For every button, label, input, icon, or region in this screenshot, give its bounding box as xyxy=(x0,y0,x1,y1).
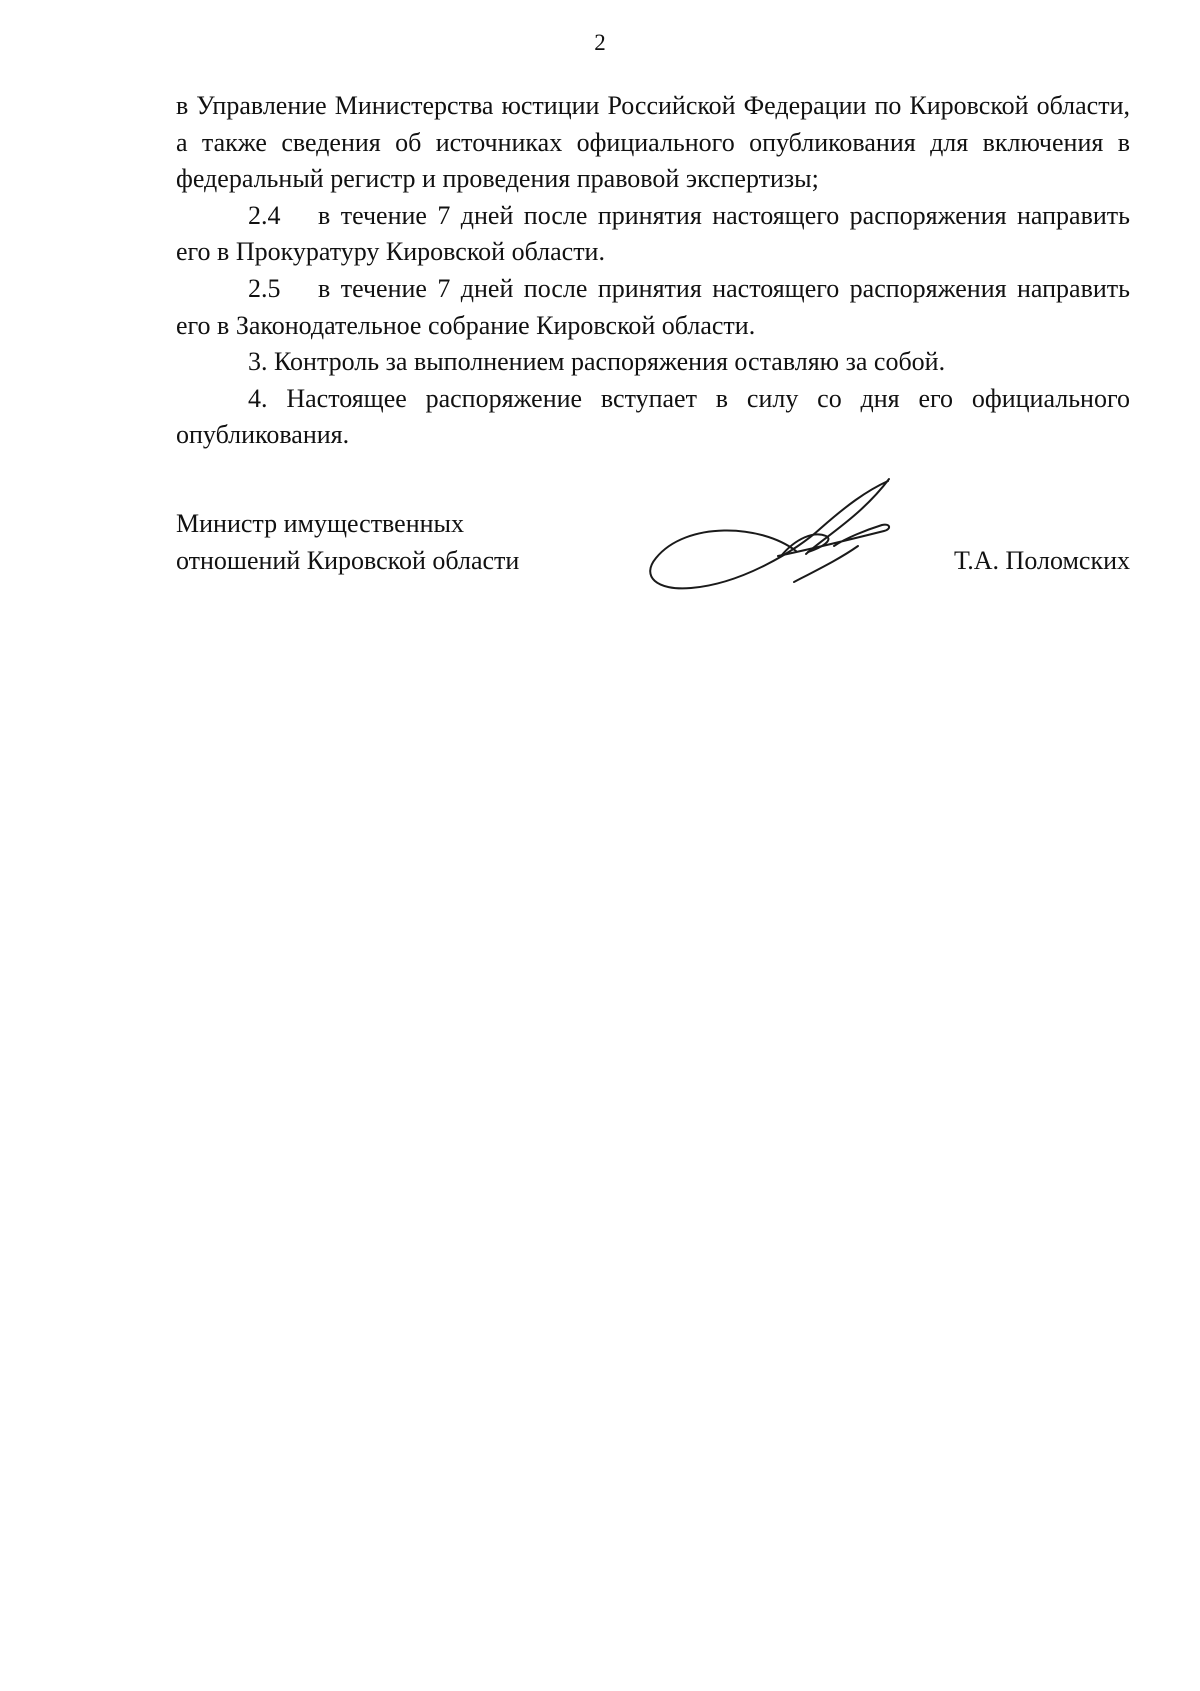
item-text: в течение 7 дней после принятия настоящего распоряжения направить его в Законодательное собрание Кировской области. xyxy=(176,273,1130,340)
page-number: 2 xyxy=(594,30,606,55)
paragraph-item-4: 4. Настоящее распоряжение вступает в силу со дня его официального опубликования. xyxy=(176,383,1130,450)
item-number: 2.5 xyxy=(248,273,281,303)
item-text: в течение 7 дней после принятия настоящего распоряжения направить его в Прокуратуру Кировской области. xyxy=(176,200,1130,267)
paragraph-continuation: в Управление Министерства юстиции Российской Федерации по Кировской области, а также сведения об источниках официального опубликования для включения в федеральный регистр и проведения правовой экспертизы; xyxy=(176,91,1130,194)
signatory-position xyxy=(176,506,519,579)
signature-block xyxy=(176,506,1130,616)
position-line-1: Министр имущественных xyxy=(176,509,465,538)
handwritten-signature xyxy=(646,476,946,616)
position-line-2: отношений Кировской области xyxy=(176,545,520,575)
document-body xyxy=(176,88,1130,454)
item-number: 2.4 xyxy=(248,200,281,230)
signatory-name: Т.А. Поломских xyxy=(953,546,1130,575)
paragraph-item-2-4 xyxy=(176,198,1130,271)
paragraph-item-2-5 xyxy=(176,271,1130,344)
paragraph-item-3: 3. Контроль за выполнением распоряжения оставляю за собой. xyxy=(248,347,946,377)
